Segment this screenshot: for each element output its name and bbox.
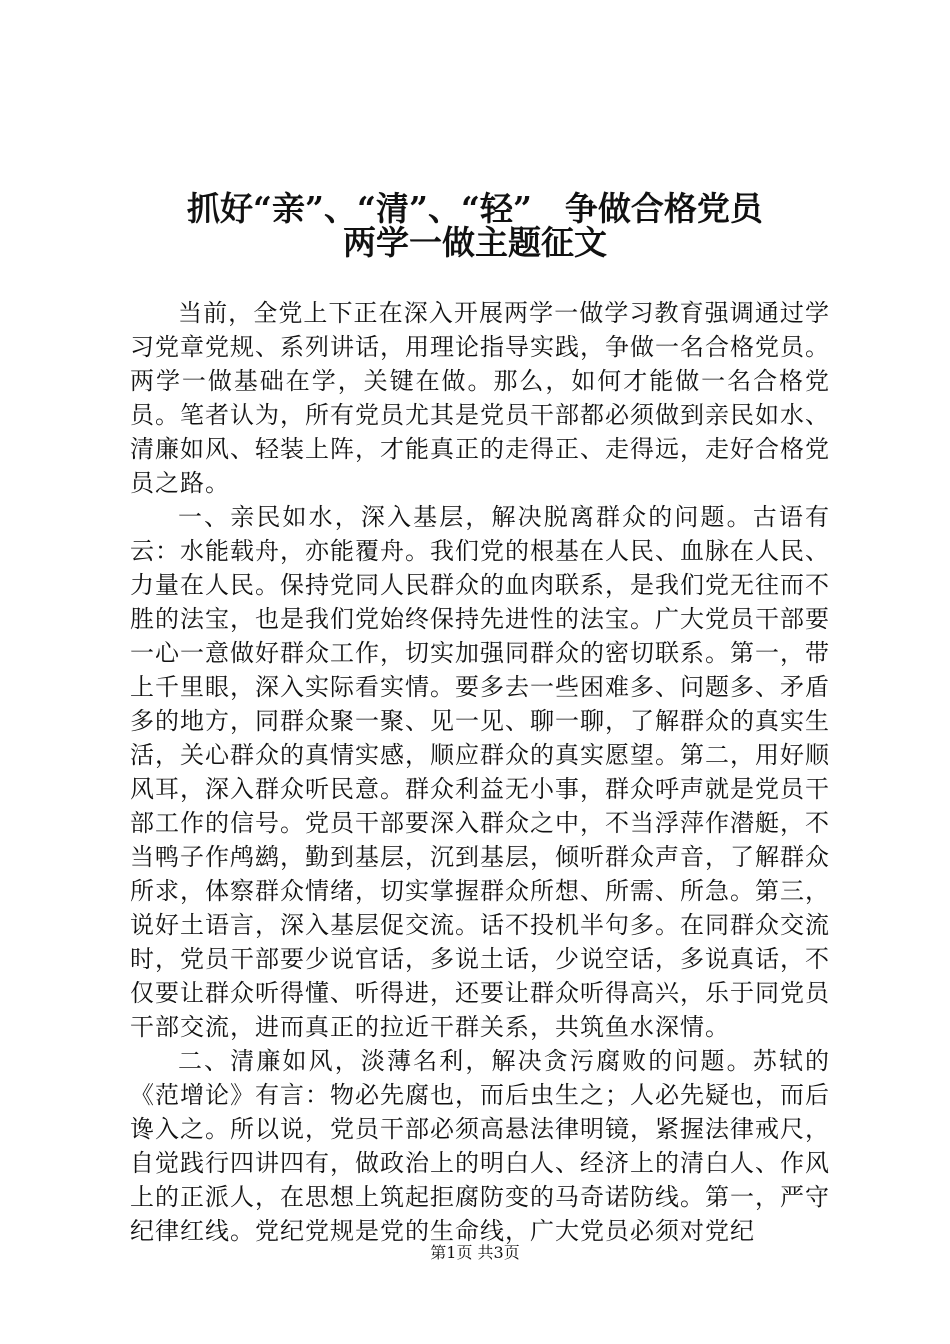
page-footer: 第1页 共3页	[430, 1243, 520, 1262]
document-body	[130, 296, 830, 1248]
paragraph-section-1: 一、亲民如水，深入基层，解决脱离群众的问题。古语有云：水能载舟，亦能覆舟。我们党的根基在人民、血脉在人民、力量在人民。保持党同人民群众的血肉联系，是我们党无往而不胜的法宝，也是我们党始终保持先进性的法宝。广大党员干部要一心一意做好群众工作，切实加强同群众的密切联系。第一，带上千里眼，深入实际看实情。要多去一些困难多、问题多、矛盾多的地方，同群众聚一聚、见一见、聊一聊，了解群众的真实生活，关心群众的真情实感，顺应群众的真实愿望。第二，用好顺风耳，深入群众听民意。群众利益无小事，群众呼声就是党员干部工作的信号。党员干部要深入群众之中，不当浮萍作潜艇，不当鸭子作鸬鹚，勤到基层，沉到基层，倾听群众声音，了解群众所求，体察群众情绪，切实掌握群众所想、所需、所急。第三，说好土语言，深入基层促交流。话不投机半句多。在同群众交流时，党员干部要少说官话，多说土话，少说空话，多说真话，不仅要让群众听得懂、听得进，还要让群众听得高兴，乐于同党员干部交流，进而真正的拉近干群关系，共筑鱼水深情。	[130, 503, 830, 1041]
paragraph-section-2: 二、清廉如风，淡薄名利，解决贪污腐败的问题。苏轼的《范增论》有言：物必先腐也，而后虫生之；人必先疑也，而后谗入之。所以说，党员干部必须高悬法律明镜，紧握法律戒尺，自觉践行四讲四有，做政治上的明白人、经济上的清白人、作风上的正派人，在思想上筑起拒腐防变的马奇诺防线。第一，严守纪律红线。党纪党规是党的生命线，广大党员必须对党纪	[130, 1047, 830, 1245]
paragraph-intro: 当前，全党上下正在深入开展两学一做学习教育强调通过学习党章党规、系列讲话，用理论指导实践，争做一名合格党员。两学一做基础在学，关键在做。那么，如何才能做一名合格党员。笔者认为，所有党员尤其是党员干部都必须做到亲民如水、清廉如风、轻装上阵，才能真正的走得正、走得远，走好合格党员之路。	[130, 299, 830, 497]
document-subtitle: 两学一做主题征文	[343, 223, 607, 262]
document-title: 抓好“亲”、“清”、“轻” 争做合格党员	[187, 189, 763, 228]
